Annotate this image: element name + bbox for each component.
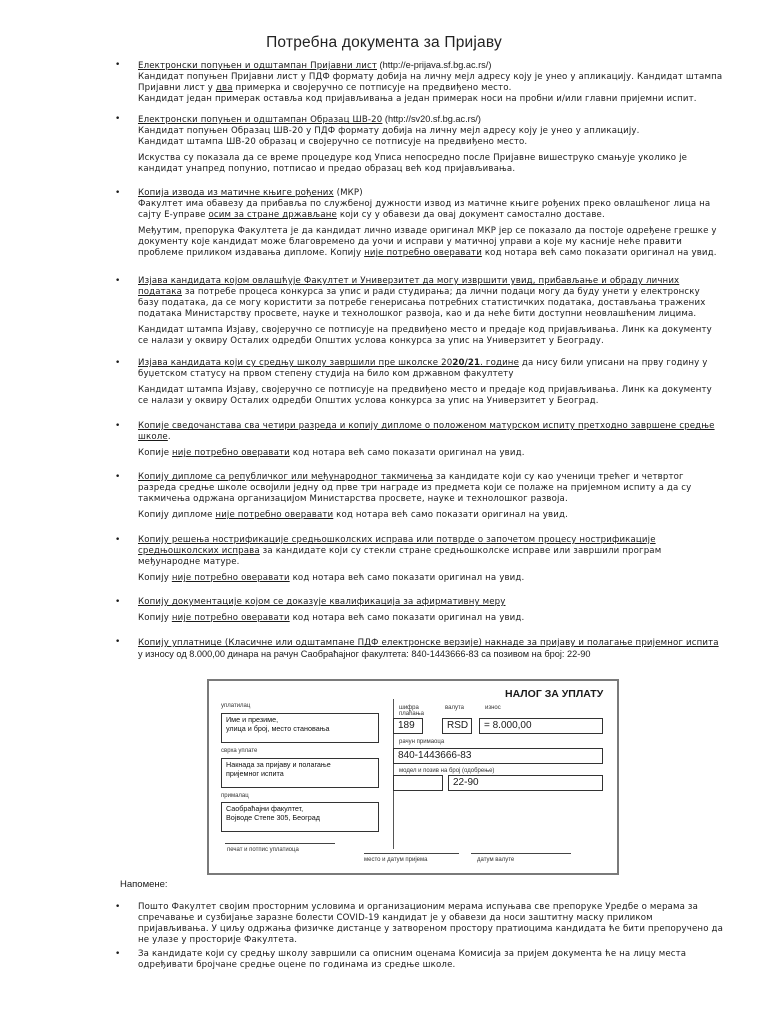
purpose-field: Накнада за пријаву и полагање пријемног испита [221, 758, 379, 788]
item-paragraph: Кандидат штампа Изјаву, својеручно се потписује на предвиђено место и предаје код пријављивања. Линк ка документу се налази у оквиру Осталих одредби Општих услова конкурса за упис на Универзитет у Београд. [138, 385, 712, 406]
bullet: • [115, 472, 121, 482]
model-field [393, 775, 443, 791]
item-text: Факултет има обавезу да прибавља по службеној дужности извод из матичне књиге рођених преко овлашћеног лица на сајту Е-управе [138, 199, 711, 220]
item-emphasis: два [215, 83, 233, 93]
note-text: За кандидате који су средњу школу завршили са описним оценама Комисија за пријем документа ће на лицу места одређивати бројчане средње оцене по годинама из средње школе. [138, 949, 687, 970]
item-emphasis: није потребно оверавати [215, 510, 334, 520]
item-text: Кандидат штампа ШВ-20 образац и својеручно се потписује на предвиђено место. [138, 137, 528, 147]
code-label: шифра плаћања [399, 705, 424, 717]
item-link[interactable]: Копију дипломе са републичког или међународног такмичења [138, 472, 434, 482]
item-paragraph: Искуства су показала да се време процедуре код Уписа непосредно после Пријавне вишеструко смањује уколико је кандидат унапред попунио, потписао и предао образац већ код пријављивања. [138, 153, 688, 174]
bullet: • [115, 188, 121, 198]
bullet: • [115, 358, 121, 368]
item-paragraph: Кандидат штампа Изјаву, својеручно се потписује на предвиђено место и предаје код пријављивања. Линк ка документу се налази у оквиру Осталих одредби Општих услова конкурса за упис на Универзитет у Београду. [138, 325, 712, 346]
item-link-year[interactable]: 20/21 [452, 358, 481, 368]
sign-label: печат и потпис уплатиоца [227, 847, 299, 853]
item-text: код нотара већ само показати оригинал на увид. [333, 510, 568, 520]
item-text: . [167, 432, 171, 442]
notes-heading: Напомене: [120, 879, 168, 890]
item-text: код нотара већ само показати оригинал на увид. [289, 613, 525, 623]
item-link[interactable]: Копију документације којом се доказује квалификација за афирмативну меру [138, 597, 506, 607]
payer-label: уплатилац [221, 703, 251, 709]
payer-field: Име и презиме, улица и број, место становања [221, 713, 379, 743]
bullet: • [115, 114, 121, 124]
item-text: (МКР) [333, 188, 363, 198]
item-text: за потребе процеса конкурса за упис и ради студирања; да лични подаци могу да буду унети у електронску базу података, да се могу користити за потребе генерисања потребних статистичких података, достављања тражених података Министарству просвете, науке и технолошког развоја, као и да неће бити доступни неовлашћеним лицима. [138, 287, 706, 319]
payment-slip [207, 679, 619, 875]
date-line [471, 853, 571, 854]
date-label: датум валуте [477, 857, 515, 863]
page-title: Потребна документа за Пријаву [266, 34, 502, 51]
recipient-label: прималац [221, 793, 249, 799]
item-text: примерка и својеручно се потписује на предвиђено место. [232, 83, 512, 93]
item-emphasis: није потребно оверавати [172, 448, 290, 458]
item-link[interactable]: Електронски попуњен и одштампан Пријавни лист [138, 61, 377, 71]
bullet: • [115, 60, 121, 70]
recipient-field: Саобраћајни факултет, Војводе Степе 305, Београд [221, 802, 379, 832]
bullet: • [115, 597, 121, 607]
note-text: Пошто Факултет својим просторним условима и организационим мерама испуњава све препоруке Уредбе о мерама за спречавање и сузбијање заразне болести COVID-19 кандидат је у обавези да носи заштитну маску приликом пријављивања. У циљу одржања физичке дистанце у затвореном простору пратиоцима кандидата ће бити препоручено да не улазе у просторије Факултета. [138, 902, 724, 945]
bullet: • [115, 421, 121, 431]
item-text: код нотара већ само показати оригинал на увид. [289, 448, 525, 458]
account-field: 840-1443666-83 [393, 748, 603, 764]
payment-code-field: 189 [393, 718, 423, 734]
bullet: • [115, 637, 121, 647]
item-url[interactable]: (http://e-prijava.sf.bg.ac.rs/) [377, 60, 492, 70]
item-text: Кандидат попуњен Пријавни лист у ПДФ формату добија на личну мејл адресу коју је унео у апликацију. Кандидат штампа Пријавни лист у [138, 72, 723, 93]
place-line [364, 853, 459, 854]
item-link[interactable]: Копију уплатнице (Класичне или одштампане ПДФ електронске верзије) накнаде за пријаву и полагање пријемног испита [138, 638, 719, 648]
purpose-label: сврха уплате [221, 748, 258, 754]
item-link[interactable]: Изјава кандидата којом овлашћује Факултет и Универзитет да могу извршити увид, прибављање и обраду личних података [138, 276, 680, 297]
item-link[interactable]: Копија извода из матичне књиге рођених [138, 188, 334, 198]
place-label: место и датум пријема [364, 857, 428, 863]
item-link[interactable]: Изјава кандидата који су средњу школу завршили пре школске 20 [138, 358, 453, 368]
sign-line [225, 843, 335, 844]
item-text: да нису били уписани на прву годину у буџетском статусу на првом степену студија на било ком државном факултету [138, 358, 708, 379]
item-text: Копију [138, 613, 172, 623]
bullet: • [115, 949, 121, 959]
bullet: • [115, 902, 121, 912]
item-link[interactable]: Копију решења нострификације средњошколских исправа или потврде о започетом процесу нострификације средњошколских исправа [138, 535, 656, 556]
item-text: Кандидат попуњен Образац ШВ-20 у ПДФ формату добија на личну мејл адресу коју је унео у апликацију. [138, 126, 640, 136]
item-link-end[interactable]: . године [480, 358, 520, 368]
item-text: код нотара већ само показати оригинал на увид. [481, 248, 717, 258]
item-text: Кандидат један примерак оставља код пријављивања а један примерак носи на пробни и/или главни пријемни испит. [138, 94, 697, 104]
item-text: у износу од 8.000,00 динара на рачун Саобраћајног факултета: 840-1443666-83 са позивом на број: 22-90 [138, 649, 591, 659]
item-link[interactable]: Електронски попуњен и одштампан Образац ШВ-20 [138, 115, 383, 125]
item-text: код нотара већ само показати оригинал на увид. [289, 573, 525, 583]
item-text: за кандидате који су стекли стране средњошколске исправе или завршили програм међународне матуре. [138, 546, 662, 567]
account-label: рачун примаоца [399, 739, 445, 745]
item-text: Копије [138, 448, 173, 458]
item-text: за кандидате који су као ученици трећег и четвртог разреда средње школе освојили једну од прве три награде из предмета који се полаже на пријемном испиту а да су такмичења одржана организацијом Министарства просвете, науке и технолошког развоја. [138, 472, 692, 504]
reference-field: 22-90 [448, 775, 603, 791]
bullet: • [115, 535, 121, 545]
item-url[interactable]: (http://sv20.sf.bg.ac.rs/) [382, 114, 481, 124]
currency-field: RSD [442, 718, 472, 734]
slip-title: НАЛОГ ЗА УПЛАТУ [505, 688, 604, 700]
item-emphasis: није потребно оверавати [171, 573, 290, 583]
model-label: модел и позив на број (одобрење) [399, 768, 495, 774]
item-text: Копију дипломе [138, 510, 216, 520]
item-text: Копију [138, 573, 172, 583]
currency-label: валута [445, 705, 464, 711]
item-link[interactable]: Копије сведочанстава сва четири разреда и копију дипломе о положеном матурском испиту претходно завршене средње школе [138, 421, 715, 442]
bullet: • [115, 276, 121, 286]
item-emphasis: осим за стране држављане [208, 210, 337, 220]
amount-field: = 8.000,00 [479, 718, 603, 734]
item-emphasis: није потребно оверавати [364, 248, 482, 258]
item-emphasis: није потребно оверавати [171, 613, 290, 623]
item-text: који су у обавези да овај документ самостално доставе. [336, 210, 605, 220]
amount-label: износ [485, 705, 501, 711]
item-paragraph: Међутим, препорука Факултета је да кандидат лично изваде оригинал МКР јер се показало да постоје одређене грешке у документу које кандидат може благовремено да уочи и исправи у матичној управи а које му касније неће правити проблеме приликом издавања дипломе. Копију [138, 226, 717, 258]
